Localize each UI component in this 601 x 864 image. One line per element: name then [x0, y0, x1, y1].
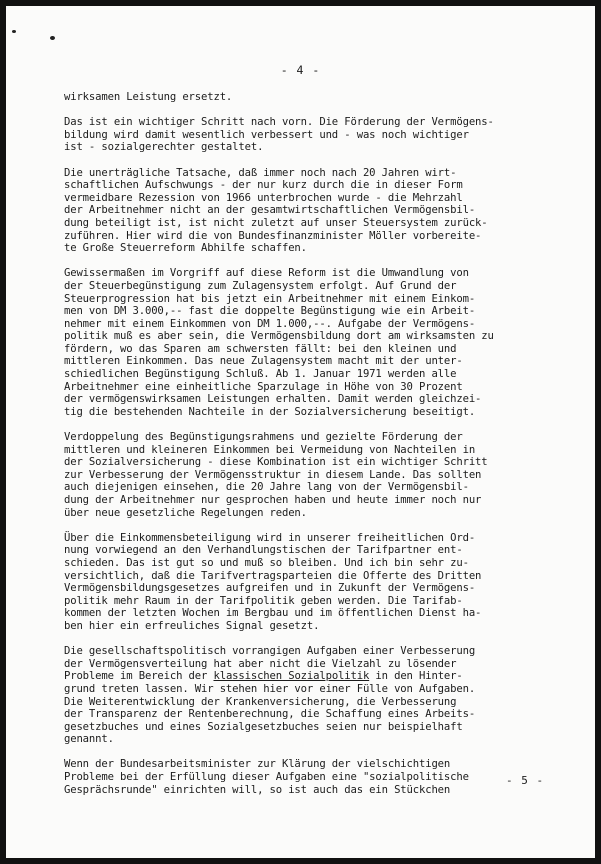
- text-line: vermeidbare Rezession von 1966 unterbrochen wurde - die Mehrzahl: [64, 191, 463, 204]
- paragraph: [64, 532, 564, 633]
- text-line: nung vorwiegend an den Verhandlungstischen der Tarifpartner ent-: [64, 544, 463, 557]
- paragraph: [64, 645, 564, 746]
- page-number: - 4 -: [280, 63, 321, 77]
- text-line: der Arbeitnehmer nicht an der gesamtwirtschaftlichen Vermögensbil-: [64, 204, 476, 217]
- text-line: Arbeitnehmer eine einheitliche Sparzulage in Höhe von 30 Prozent: [64, 380, 463, 393]
- text-line: Verdoppelung des Begünstigungsrahmens und gezielte Förderung der: [64, 431, 463, 444]
- paragraph: [64, 167, 564, 255]
- text-line: bildung wird damit wesentlich verbessert und - was noch wichtiger: [64, 128, 469, 141]
- next-page-number: - 5 -: [506, 774, 545, 787]
- text-line: Über die Einkommensbeteiligung wird in unserer freiheitlichen Ord-: [64, 531, 476, 544]
- paragraph: [64, 267, 564, 418]
- text-line: grund treten lassen. Wir stehen hier vor einer Fülle von Aufgaben.: [64, 682, 476, 695]
- text-line: politik mehr Raum in der Tarifpolitik geben werden. Die Tarifab-: [64, 594, 463, 607]
- text-line: Probleme bei der Erfüllung dieser Aufgaben eine "sozialpolitische: [64, 771, 469, 784]
- text-line: dung beteiligt ist, ist nicht zuletzt auf unser Steuersystem zurück-: [64, 216, 488, 229]
- text-line: kommen der letzten Wochen im Bergbau und im öffentlichen Dienst ha-: [64, 607, 482, 620]
- text-line: fördern, wo das Sparen am schwersten fällt: bei den kleinen und: [64, 342, 457, 355]
- text-line: auch diejenigen einsehen, die 20 Jahre lang von der Vermögensbil-: [64, 481, 469, 494]
- text-line: Probleme im Bereich der klassischen Sozialpolitik in den Hinter-: [64, 670, 463, 683]
- text-line: Wenn der Bundesarbeitsminister zur Klärung der vielschichtigen: [64, 758, 451, 771]
- text-line: gesetzbuches und eines Sozialgesetzbuches seien nur beispielhaft: [64, 720, 463, 733]
- text-line: genannt.: [64, 733, 114, 746]
- text-line: nehmer mit einem Einkommen von DM 1.000,--. Aufgabe der Vermögens-: [64, 317, 476, 330]
- text-line: ist - sozialgerechter gestaltet.: [64, 141, 264, 154]
- text-line: wirksamen Leistung ersetzt.: [64, 91, 233, 103]
- text-line: der vermögenswirksamen Leistungen erhalten. Damit werden gleichzei-: [64, 393, 482, 406]
- text-line: mittleren Einkommen. Das neue Zulagensystem macht mit der unter-: [64, 355, 463, 368]
- scan-speck: [12, 30, 16, 33]
- scan-speck: [50, 36, 55, 40]
- text-line: Die Weiterentwicklung der Krankenversicherung, die Verbesserung: [64, 695, 457, 708]
- text-line: zur Verbesserung der Vermögensstruktur in diesem Lande. Das sollten: [64, 468, 482, 481]
- text-line: mittleren und kleineren Einkommen bei Vermeidung von Nachteilen in: [64, 443, 476, 456]
- text-line: te Große Steuerreform Abhilfe schaffen.: [64, 242, 307, 255]
- text-line: Vermögensbildungsgesetzes aufgreifen und in Zukunft der Vermögens-: [64, 582, 476, 595]
- text-line: Das ist ein wichtiger Schritt nach vorn. Die Förderung der Vermögens-: [64, 116, 494, 129]
- paragraph: [64, 116, 564, 154]
- text-line: Die unerträgliche Tatsache, daß immer noch nach 20 Jahren wirt-: [64, 166, 457, 179]
- text-line: der Vermögensverteilung hat aber nicht die Vielzahl zu lösender: [64, 657, 457, 670]
- underlined-phrase: klassischen Sozialpolitik: [213, 670, 370, 683]
- text-line: Gesprächsrunde" einrichten will, so ist auch das ein Stückchen: [64, 783, 451, 796]
- text-line: der Transparenz der Rentenberechnung, die Schaffung eines Arbeits-: [64, 708, 476, 721]
- text-line: men von DM 3.000,-- fast die doppelte Begünstigung wie ein Arbeit-: [64, 305, 476, 318]
- text-line: Die gesellschaftspolitisch vorrangigen Aufgaben einer Verbesserung: [64, 645, 476, 658]
- text-line: schiedlichen Begünstigung Schluß. Ab 1. Januar 1971 werden alle: [64, 368, 457, 381]
- text-line: ben hier ein erfreuliches Signal gesetzt.: [64, 619, 320, 632]
- text-line: versichtlich, daß die Tarifvertragsparteien die Offerte des Dritten: [64, 569, 482, 582]
- text-line: Steuerprogression hat bis jetzt ein Arbeitnehmer mit einem Einkom-: [64, 292, 476, 305]
- text-line: schieden. Das ist gut so und muß so bleiben. Und ich bin sehr zu-: [64, 556, 469, 569]
- paragraph: [64, 431, 564, 519]
- paragraph: [64, 758, 564, 796]
- text-line: dung der Arbeitnehmer nur gesprochen haben und heute immer noch nur: [64, 494, 482, 506]
- text-line: schaftlichen Aufschwungs - der nur kurz durch die in dieser Form: [64, 179, 463, 192]
- text-line: politik muß es aber sein, die Vermögensbildung dort am wirksamsten zu: [64, 330, 494, 343]
- paragraph: [64, 91, 564, 104]
- text-line: der Sozialversicherung - diese Kombination ist ein wichtiger Schritt: [64, 456, 488, 469]
- text-line: der Steuerbegünstigung zum Zulagensystem erfolgt. Auf Grund der: [64, 279, 457, 292]
- text-line: tig die bestehenden Nachteile in der Sozialversicherung beseitigt.: [64, 405, 476, 418]
- text-line: über neue gesetzliche Regelungen reden.: [64, 506, 307, 519]
- text-line: Gewissermaßen im Vorgriff auf diese Reform ist die Umwandlung von: [64, 267, 469, 280]
- document-body: [64, 91, 564, 809]
- text-line: zuführen. Hier wird die von Bundesfinanzminister Möller vorbereite-: [64, 229, 482, 242]
